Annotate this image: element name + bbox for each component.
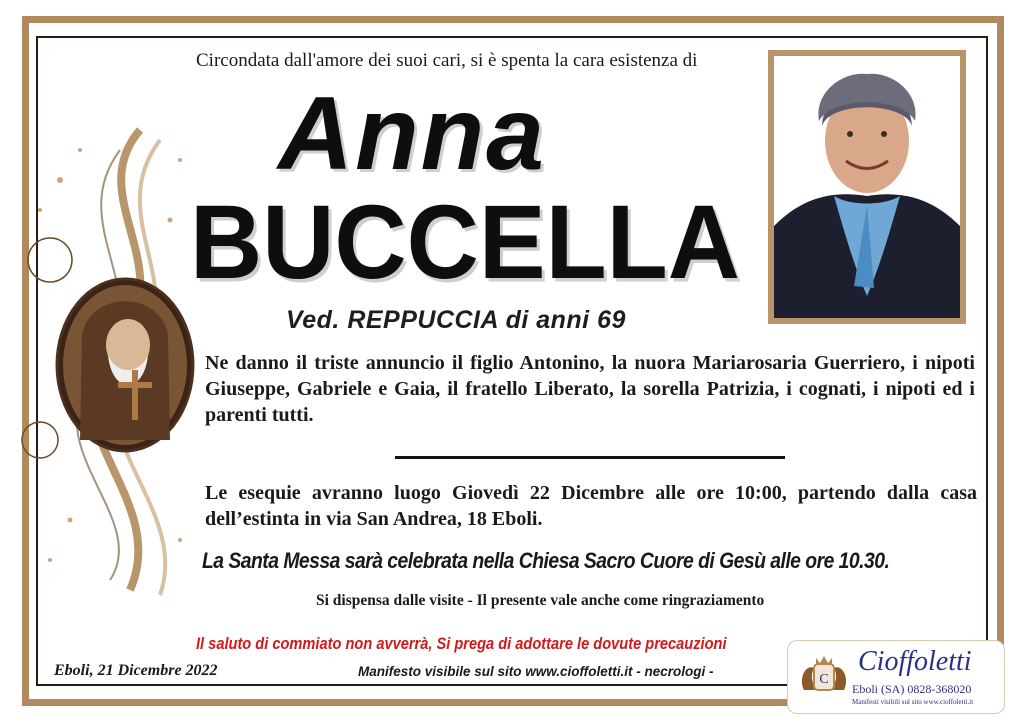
funeral-details: Le esequie avranno luogo Giovedì 22 Dicembre alle ore 10:00, partendo dalla casa dell’estinta in via San Andrea, 18 Eboli.: [205, 482, 977, 530]
agency-crest-icon: [796, 650, 852, 700]
divider: [395, 456, 785, 459]
announcement-text: Ne danno il triste annuncio il figlio Antonino, la nuora Mariarosaria Guerriero, i nipoti Giuseppe, Gabriele e Gaia, il fratello Liberato, la sorella Patrizia, i cognati, i nipoti ed i parenti tutti.: [205, 352, 975, 426]
deceased-last-name: BUCCELLA: [190, 183, 740, 302]
religious-ornament: [20, 120, 210, 600]
mass-details: La Santa Messa sarà celebrata nella Chiesa Sacro Cuore di Gesù alle ore 10.30.: [202, 548, 890, 573]
portrait-photo: [774, 56, 960, 318]
website-note: Manifesto visibile sul sito www.cioffoletti.it - necrologi -: [358, 664, 714, 679]
intro-text: Circondata dall'amore dei suoi cari, si è spenta la cara esistenza di: [196, 50, 698, 71]
precaution-notice: Il saluto di commiato non avverrà, Si prega di adottare le dovute precauzioni: [196, 634, 727, 653]
agency-website-note: Manifesti visibili sul sito www.cioffoletti.it: [852, 698, 974, 706]
portrait-frame: [768, 50, 966, 324]
widow-age-subtitle: Ved. REPPUCCIA di anni 69: [286, 306, 626, 334]
agency-name: Cioffoletti: [858, 646, 972, 677]
portrait-illustration: [774, 56, 960, 318]
notice-date: Eboli, 21 Dicembre 2022: [54, 662, 218, 679]
agency-contact: Eboli (SA) 0828-368020: [852, 682, 972, 696]
deceased-first-name: Anna: [278, 76, 546, 192]
dispensa-text: Si dispensa dalle visite - Il presente vale anche come ringraziamento: [316, 592, 765, 609]
svg-text:C: C: [819, 672, 829, 687]
